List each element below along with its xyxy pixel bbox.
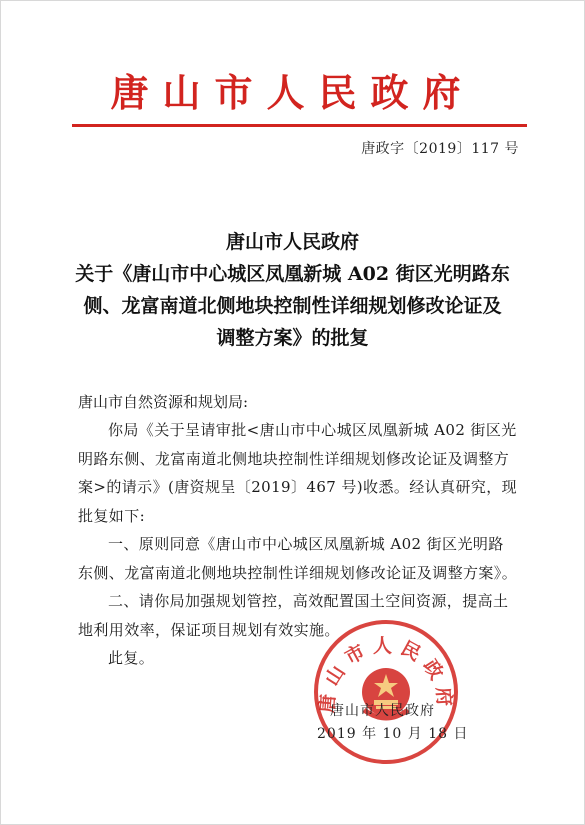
title-line: 调整方案》的批复 bbox=[216, 327, 369, 349]
body-paragraph: 此复。 bbox=[108, 649, 155, 667]
signature-issuer: 唐山市人民政府 bbox=[330, 703, 435, 719]
body-paragraph: 二、请你局加强规划管控，高效配置国土空间资源，提高土地利用效率，保证项目规划有效实施。 bbox=[78, 592, 509, 639]
title-line: 唐山市人民政府 bbox=[225, 231, 359, 253]
seal-text: 唐山市人民政府 bbox=[316, 635, 456, 714]
red-divider-line bbox=[72, 124, 527, 127]
addressee: 唐山市自然资源和规划局: bbox=[78, 393, 249, 411]
body-paragraph: 你局《关于呈请审批<唐山市中心城区凤凰新城 A02 街区光明路东侧、龙富南道北侧地块控制性详细规划修改论证及调整方案>的请示》(唐资规呈〔2019〕467 号)收悉。经认真研究，现批复如下: bbox=[78, 421, 518, 525]
document-title bbox=[60, 226, 525, 354]
title-line: 关于《唐山市中心城区凤凰新城 A02 街区光明路东 bbox=[75, 263, 510, 285]
body-paragraph: 一、原则同意《唐山市中心城区凤凰新城 A02 街区光明路东侧、龙富南道北侧地块控制性详细规划修改论证及调整方案》。 bbox=[78, 535, 518, 582]
official-seal-stamp bbox=[312, 618, 460, 766]
signature-date: 2019 年 10 月 18 日 bbox=[317, 726, 469, 742]
title-line: 侧、龙富南道北侧地块控制性详细规划修改论证及 bbox=[83, 295, 502, 317]
document-number: 唐政字〔2019〕117 号 bbox=[361, 141, 519, 157]
issuer-header: 唐山市人民政府 bbox=[110, 70, 475, 115]
